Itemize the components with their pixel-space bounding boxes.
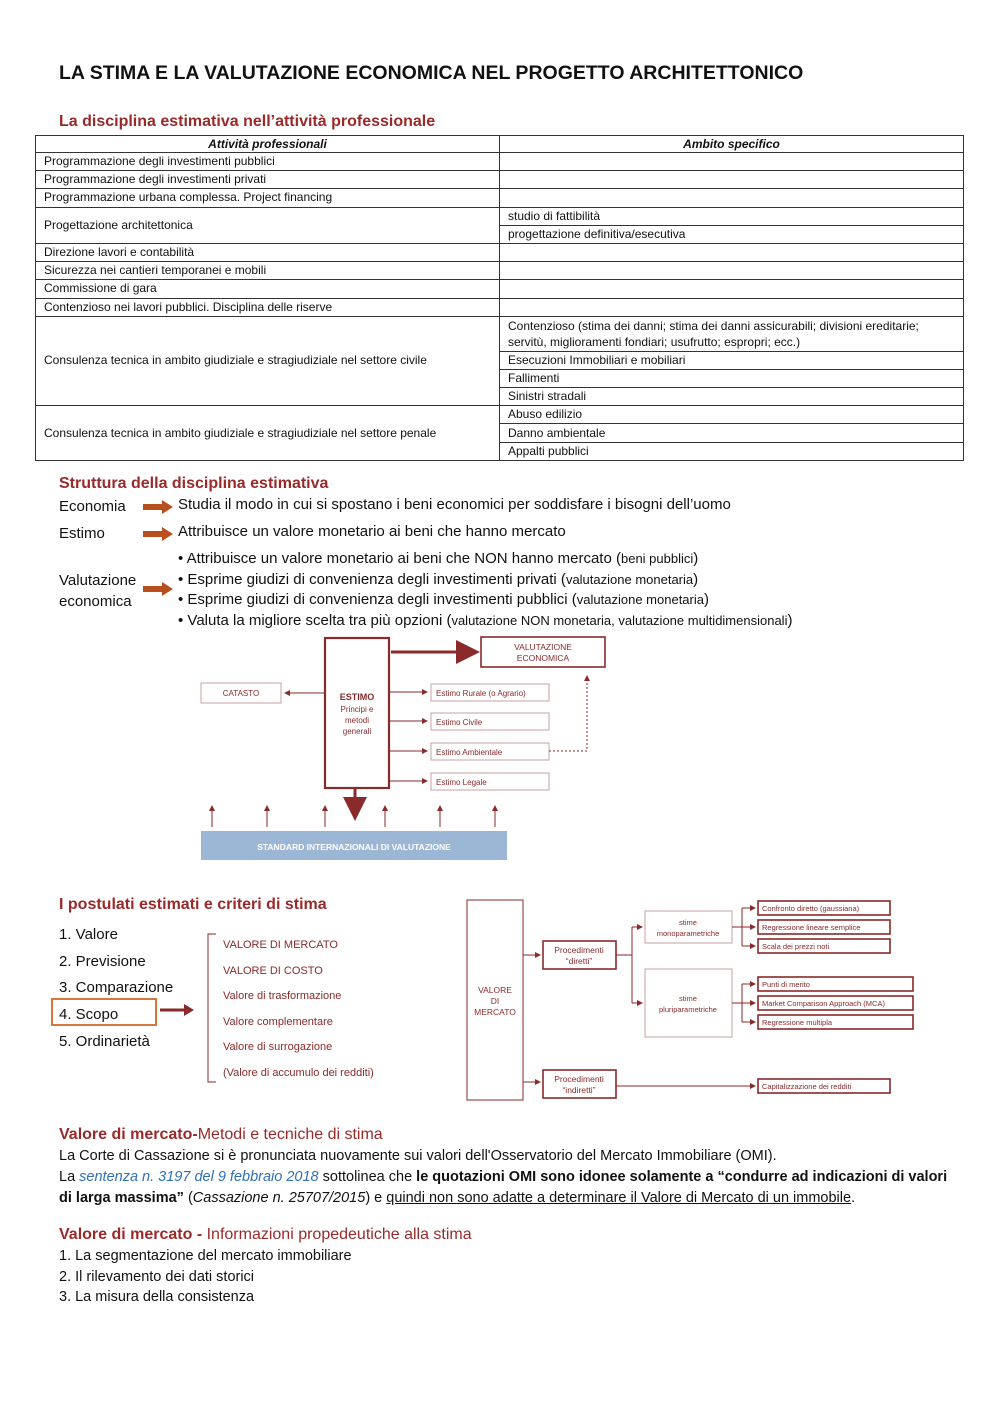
valore-mercato-line3: MERCATO: [474, 1007, 516, 1017]
arrow-right-icon: [143, 500, 173, 514]
section-heading-struttura: Struttura della disciplina estimativa: [59, 475, 329, 492]
stime-pluri-box: [645, 969, 732, 1037]
text-span: sottolinea che: [318, 1169, 417, 1185]
underlined-text: quindi non sono adatte a determinare il Valore di Mercato di un immobile: [386, 1190, 852, 1206]
valore-mercato-line2: DI: [490, 996, 500, 1006]
list-item: • Esprime giudizi di convenienza degli investimenti pubblici (valutazione monetaria): [178, 591, 709, 608]
estimo-rurale-label: Estimo Rurale (o Agrario): [436, 689, 526, 698]
estimo-box-line3: generali: [342, 727, 372, 736]
list-item: • Valuta la migliore scelta tra più opzioni (valutazione NON monetaria, valutazione multidimensionali): [178, 611, 793, 629]
table-row: [36, 406, 964, 424]
bullet-note: valutazione monetaria: [576, 592, 704, 607]
list-item: 1. Valore: [59, 926, 118, 943]
metodo-label: Market Comparison Approach (MCA): [762, 999, 885, 1008]
list-item: • Esprime giudizi di convenienza degli investimenti privati (valutazione monetaria): [178, 570, 699, 588]
stime-mono-line1: stime: [679, 918, 697, 927]
table-cell: Programmazione degli investimenti privati: [36, 171, 500, 189]
table-cell: Contenzioso (stima dei danni; stima dei danni assicurabili; divisioni ereditarie; servitù, miglioramenti fondiari; usufrutto; espropri; ecc.): [500, 316, 964, 351]
bullet-text: Esprime giudizi di convenienza degli investimenti pubblici (: [187, 591, 577, 608]
estimo-legale-label: Estimo Legale: [436, 778, 487, 787]
list-item: VALORE DI MERCATO: [223, 939, 338, 951]
list-item: 2. Il rilevamento dei dati storici: [59, 1268, 255, 1285]
heading-light-part: Metodi e tecniche di stima: [197, 1126, 383, 1143]
heading-bold-part: Valore di mercato-: [59, 1126, 198, 1143]
page-title: LA STIMA E LA VALUTAZIONE ECONOMICA NEL PROGETTO ARCHITETTONICO: [59, 62, 804, 84]
bullet-note: valutazione NON monetaria, valutazione multidimensionali: [451, 612, 788, 628]
list-item: VALORE DI COSTO: [223, 964, 323, 977]
table-row: [36, 262, 964, 280]
catasto-label: CATASTO: [222, 689, 260, 698]
list-item: 4. Scopo: [59, 1006, 119, 1024]
metodo-label: Regressione multipla: [762, 1018, 833, 1027]
table-header-row: [36, 136, 964, 153]
estimo-ambientale-label: Estimo Ambientale: [436, 748, 503, 757]
economia-label: Economia: [59, 498, 126, 515]
arrow-right-icon: [160, 1004, 194, 1016]
stime-mono-line2: monoparametriche: [656, 929, 720, 938]
list-item: 2. Previsione: [59, 952, 146, 970]
estimo-branches: [389, 692, 427, 781]
stime-pluri-line1: stime: [679, 994, 697, 1003]
table-cell: Consulenza tecnica in ambito giudiziale e stragiudiziale nel settore civile: [36, 316, 500, 406]
table-cell: progettazione definitiva/esecutiva: [500, 225, 964, 243]
procedimenti-diretti-line1: Procedimenti: [554, 945, 604, 955]
valutazione-box-line1: VALUTAZIONE: [514, 642, 572, 652]
table-cell: [500, 153, 964, 171]
paragraph-line: La Corte di Cassazione si è pronunciata nuovamente sui valori dell'Osservatorio del Mercato Immobiliare (OMI).: [59, 1148, 777, 1164]
section-heading-informazioni: [59, 1226, 472, 1244]
metodo-label: Capitalizzazione dei redditi: [762, 1082, 852, 1091]
table-row: [36, 280, 964, 298]
table-cell: [500, 262, 964, 280]
scopo-highlight-box: [51, 998, 157, 1026]
list-item: • Attribuisce un valore monetario ai beni che NON hanno mercato (beni pubblici): [178, 550, 699, 567]
table-cell: studio di fattibilità: [500, 207, 964, 225]
estimo-box-line1: Principi e: [340, 705, 374, 714]
economia-text: Studia il modo in cui si spostano i beni economici per soddisfare i bisogni dell’uomo: [178, 496, 731, 513]
valutazione-label-line1: Valutazione: [59, 572, 137, 589]
table-cell: Sicurezza nei cantieri temporanei e mobili: [36, 262, 500, 280]
table-cell: Danno ambientale: [500, 424, 964, 442]
postulati-list: [59, 922, 173, 1056]
valutazione-box-line2: ECONOMICA: [516, 653, 570, 663]
table-cell: [500, 171, 964, 189]
column-header-ambito: Ambito specifico: [500, 136, 964, 153]
table-row: [36, 243, 964, 261]
valutazione-bullets: [178, 549, 792, 631]
list-item: (Valore di accumulo dei redditi): [223, 1066, 374, 1079]
table-row: [36, 316, 964, 351]
table-cell: Progettazione architettonica: [36, 207, 500, 243]
table-cell: [500, 189, 964, 207]
stime-mono-box: [645, 911, 732, 943]
table-cell: [500, 298, 964, 316]
table-cell: [500, 280, 964, 298]
column-header-attivita: Attività professionali: [36, 136, 500, 153]
table-cell: Programmazione urbana complessa. Project financing: [36, 189, 500, 207]
metodo-label: Regressione lineare semplice: [762, 923, 861, 932]
valore-mercato-line1: VALORE: [478, 985, 512, 995]
bullet-text: Attribuisce un valore monetario ai beni che NON hanno mercato (: [186, 550, 621, 567]
valore-di-mercato-diagram: [462, 895, 922, 1105]
heading-light-part: Informazioni propedeutiche alla stima: [206, 1226, 472, 1243]
arrow-right-icon: [143, 527, 173, 541]
informazioni-list: [59, 1246, 352, 1308]
text-span: ) e: [365, 1190, 387, 1206]
estimo-box-line2: metodi: [344, 716, 370, 725]
sentenza-reference: sentenza n. 3197 del 9 febbraio 2018: [79, 1169, 319, 1185]
bracket-icon: [204, 932, 218, 1084]
table-cell: Abuso edilizio: [500, 406, 964, 424]
table-cell: Appalti pubblici: [500, 442, 964, 460]
bullet-note: valutazione monetaria: [565, 571, 694, 587]
estimo-text: Attribuisce un valore monetario ai beni che hanno mercato: [178, 523, 566, 540]
list-item: Valore di trasformazione: [223, 990, 342, 1003]
text-span: (: [183, 1190, 193, 1206]
paragraph-body: [59, 1167, 959, 1209]
list-item: Valore di surrogazione: [223, 1041, 333, 1054]
table-cell: Direzione lavori e contabilità: [36, 243, 500, 261]
table-row: [36, 153, 964, 171]
list-item: Valore complementare: [223, 1015, 333, 1028]
arrow-right-icon: [143, 582, 173, 596]
table-cell: Programmazione degli investimenti pubblici: [36, 153, 500, 171]
bold-quote: le quotazioni OMI sono idonee solamente a “condurre ad indicazioni di valori di larga massima”: [59, 1169, 948, 1206]
list-item: 3. La misura della consistenza: [59, 1289, 255, 1306]
valutazione-label: [59, 570, 136, 612]
bullet-text: Valuta la migliore scelta tra più opzioni (: [187, 611, 452, 629]
estimo-label: Estimo: [59, 525, 105, 542]
table-cell: [500, 243, 964, 261]
valutazione-label-line2: economica: [59, 593, 132, 610]
table-cell: Contenzioso nei lavori pubblici. Disciplina delle riserve: [36, 298, 500, 316]
section-heading-disciplina: La disciplina estimativa nell’attività professionale: [59, 113, 436, 130]
table-row: [36, 189, 964, 207]
table-cell: Consulenza tecnica in ambito giudiziale e stragiudiziale nel settore penale: [36, 406, 500, 461]
cassazione-reference: Cassazione n. 25707/2015: [192, 1190, 366, 1206]
professional-activities-table: [35, 135, 964, 461]
table-cell: Esecuzioni Immobiliari e mobiliari: [500, 351, 964, 369]
section-heading-postulati: I postulati estimati e criteri di stima: [59, 896, 327, 913]
table-cell: Commissione di gara: [36, 280, 500, 298]
heading-bold-part: Valore di mercato -: [59, 1226, 207, 1243]
procedimenti-indiretti-line2: “indiretti”: [562, 1085, 596, 1095]
text-span: La: [59, 1169, 80, 1185]
procedimenti-diretti-line2: “diretti”: [565, 956, 593, 966]
list-item: 1. La segmentazione del mercato immobiliare: [59, 1248, 352, 1264]
table-cell: Sinistri stradali: [500, 388, 964, 406]
metodo-label: Punti di merito: [762, 980, 810, 989]
list-item: 5. Ordinarietà: [59, 1032, 150, 1050]
procedimenti-indiretti-line1: Procedimenti: [554, 1074, 604, 1084]
standard-internazionali-label: STANDARD INTERNAZIONALI DI VALUTAZIONE: [257, 842, 451, 852]
table-row: [36, 207, 964, 225]
stime-pluri-line2: pluriparametriche: [659, 1005, 717, 1014]
estimo-diagram: [195, 632, 615, 864]
section-heading-metodi: [59, 1126, 383, 1144]
metodo-label: Scala dei prezzi noti: [762, 942, 830, 951]
list-item: 3. Comparazione: [59, 979, 174, 997]
valori-list: [223, 933, 374, 1087]
table-cell: Fallimenti: [500, 369, 964, 387]
estimo-box-title: ESTIMO: [339, 692, 375, 702]
text-span: .: [851, 1190, 856, 1206]
metodo-label: Confronto diretto (gaussiana): [762, 904, 860, 913]
table-row: [36, 171, 964, 189]
table-row: [36, 298, 964, 316]
bullet-text: Esprime giudizi di convenienza degli investimenti privati (: [187, 570, 566, 588]
bullet-note: beni pubblici: [620, 551, 694, 566]
estimo-civile-label: Estimo Civile: [436, 718, 483, 727]
cassazione-paragraph: [59, 1146, 959, 1209]
